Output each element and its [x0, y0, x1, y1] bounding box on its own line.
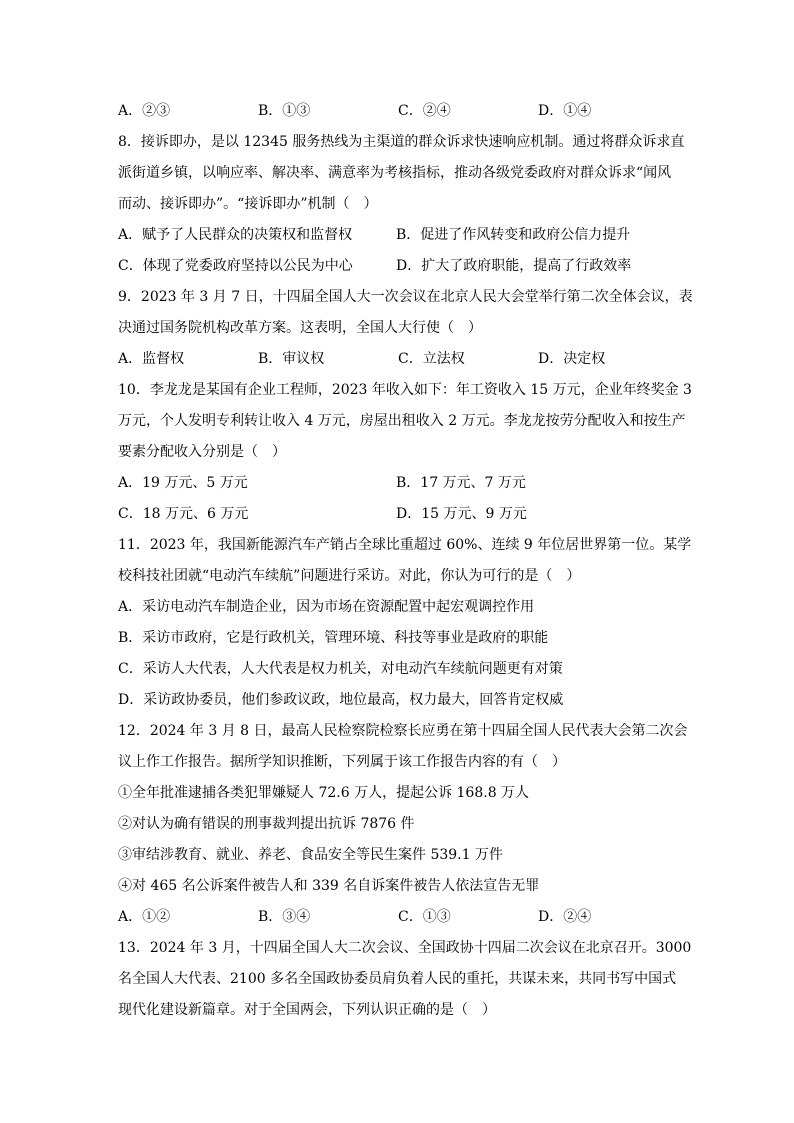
q12-item-1: ①全年批准逮捕各类犯罪嫌疑人 72.6 万人，提起公诉 168.8 万人	[118, 785, 530, 801]
q12-item-2: ②对认为确有错误的刑事裁判提出抗诉 7876 件	[118, 816, 415, 832]
q12-item-3: ③审结涉教育、就业、养老、食品安全等民生案件 539.1 万件	[118, 847, 503, 863]
q11-option-d[interactable]: D．采访政协委员，他们参政议政，地位最高，权力最大，回答肯定权威	[118, 692, 564, 708]
q9-stem-line-1: 9．2023 年 3 月 7 日，十四届全国人大一次会议在北京人民大会堂举行第二次全体会议，表	[118, 289, 693, 305]
q10-option-c[interactable]: C．18 万元、6 万元	[118, 506, 249, 522]
q8-option-c[interactable]: C．体现了党委政府坚持以公民为中心	[118, 258, 353, 274]
q12-option-c[interactable]: C．①③	[398, 909, 451, 925]
q10-stem-line-3: 要素分配收入分别是（ ）	[118, 444, 286, 460]
q12-options	[118, 902, 678, 933]
q7-option-b[interactable]: B．①③	[258, 103, 311, 119]
q12-option-d[interactable]: D．②④	[538, 909, 592, 925]
q11-option-a[interactable]: A．采访电动汽车制造企业，因为市场在资源配置中起宏观调控作用	[118, 599, 535, 615]
q12-stem-line-2: 议上作工作报告。据所学知识推断，下列属于该工作报告内容的有（ ）	[118, 754, 566, 770]
q8-options-row-1	[118, 220, 678, 251]
q11-stem-line-2: 校科技社团就“电动汽车续航”问题进行采访。对此，你认为可行的是（ ）	[118, 568, 581, 584]
q8-option-b[interactable]: B．促进了作风转变和政府公信力提升	[396, 227, 631, 243]
q8-option-a[interactable]: A．赋予了人民群众的决策权和监督权	[118, 227, 353, 243]
q9-option-c[interactable]: C．立法权	[398, 351, 465, 367]
q10-option-b[interactable]: B．17 万元、7 万元	[396, 475, 526, 491]
q10-stem-line-1: 10．李龙龙是某国有企业工程师，2023 年收入如下：年工资收入 15 万元，企业年终奖金 3	[118, 382, 692, 398]
q7-option-d[interactable]: D．①④	[538, 103, 592, 119]
q9-option-a[interactable]: A．监督权	[118, 351, 185, 367]
q9-options	[118, 344, 678, 375]
q10-option-d[interactable]: D．15 万元、9 万元	[396, 506, 527, 522]
q9-option-b[interactable]: B．审议权	[258, 351, 325, 367]
q8-options-row-2	[118, 251, 678, 282]
q10-options-row-1	[118, 468, 678, 499]
exam-page	[118, 96, 693, 1026]
q8-stem-line-3: 而动、接诉即办”。“接诉即办”机制（ ）	[118, 196, 378, 212]
q10-stem-line-2: 万元，个人发明专利转让收入 4 万元，房屋出租收入 2 万元。李龙龙按劳分配收入和按生产	[118, 413, 686, 429]
q13-stem-line-1: 13．2024 年 3 月，十四届全国人大二次会议、全国政协十四届二次会议在北京召开。3000	[118, 940, 692, 956]
q8-option-d[interactable]: D．扩大了政府职能，提高了行政效率	[396, 258, 632, 274]
q7-options	[118, 96, 678, 127]
q9-stem-line-2: 决通过国务院机构改革方案。这表明，全国人大行使（ ）	[118, 320, 482, 336]
q11-stem-line-1: 11．2023 年，我国新能源汽车产销占全球比重超过 60%、连续 9 年位居世界第一位。某学	[118, 537, 692, 553]
q8-stem-line-2: 派街道乡镇，以响应率、解决率、满意率为考核指标，推动各级党委政府对群众诉求“闻风	[118, 165, 672, 181]
q12-option-b[interactable]: B．③④	[258, 909, 311, 925]
q8-stem-line-1: 8．接诉即办，是以 12345 服务热线为主渠道的群众诉求快速响应机制。通过将群众诉求直	[118, 134, 685, 150]
q10-options-row-2	[118, 499, 678, 530]
q11-option-b[interactable]: B．采访市政府，它是行政机关，管理环境、科技等事业是政府的职能	[118, 630, 549, 646]
q11-option-c[interactable]: C．采访人大代表，人大代表是权力机关，对电动汽车续航问题更有对策	[118, 661, 563, 677]
q9-option-d[interactable]: D．决定权	[538, 351, 606, 367]
q13-stem-line-3: 现代化建设新篇章。对于全国两会，下列认识正确的是（ ）	[118, 1002, 496, 1018]
q7-option-a[interactable]: A．②③	[118, 103, 171, 119]
q12-item-4: ④对 465 名公诉案件被告人和 339 名自诉案件被告人依法宣告无罪	[118, 878, 540, 894]
q12-option-a[interactable]: A．①②	[118, 909, 171, 925]
q10-option-a[interactable]: A．19 万元、5 万元	[118, 475, 248, 491]
q13-stem-line-2: 名全国人大代表、2100 多名全国政协委员肩负着人民的重托，共谋未来，共同书写中国式	[118, 971, 677, 987]
q7-option-c[interactable]: C．②④	[398, 103, 451, 119]
q12-stem-line-1: 12．2024 年 3 月 8 日，最高人民检察院检察长应勇在第十四届全国人民代表大会第二次会	[118, 723, 688, 739]
